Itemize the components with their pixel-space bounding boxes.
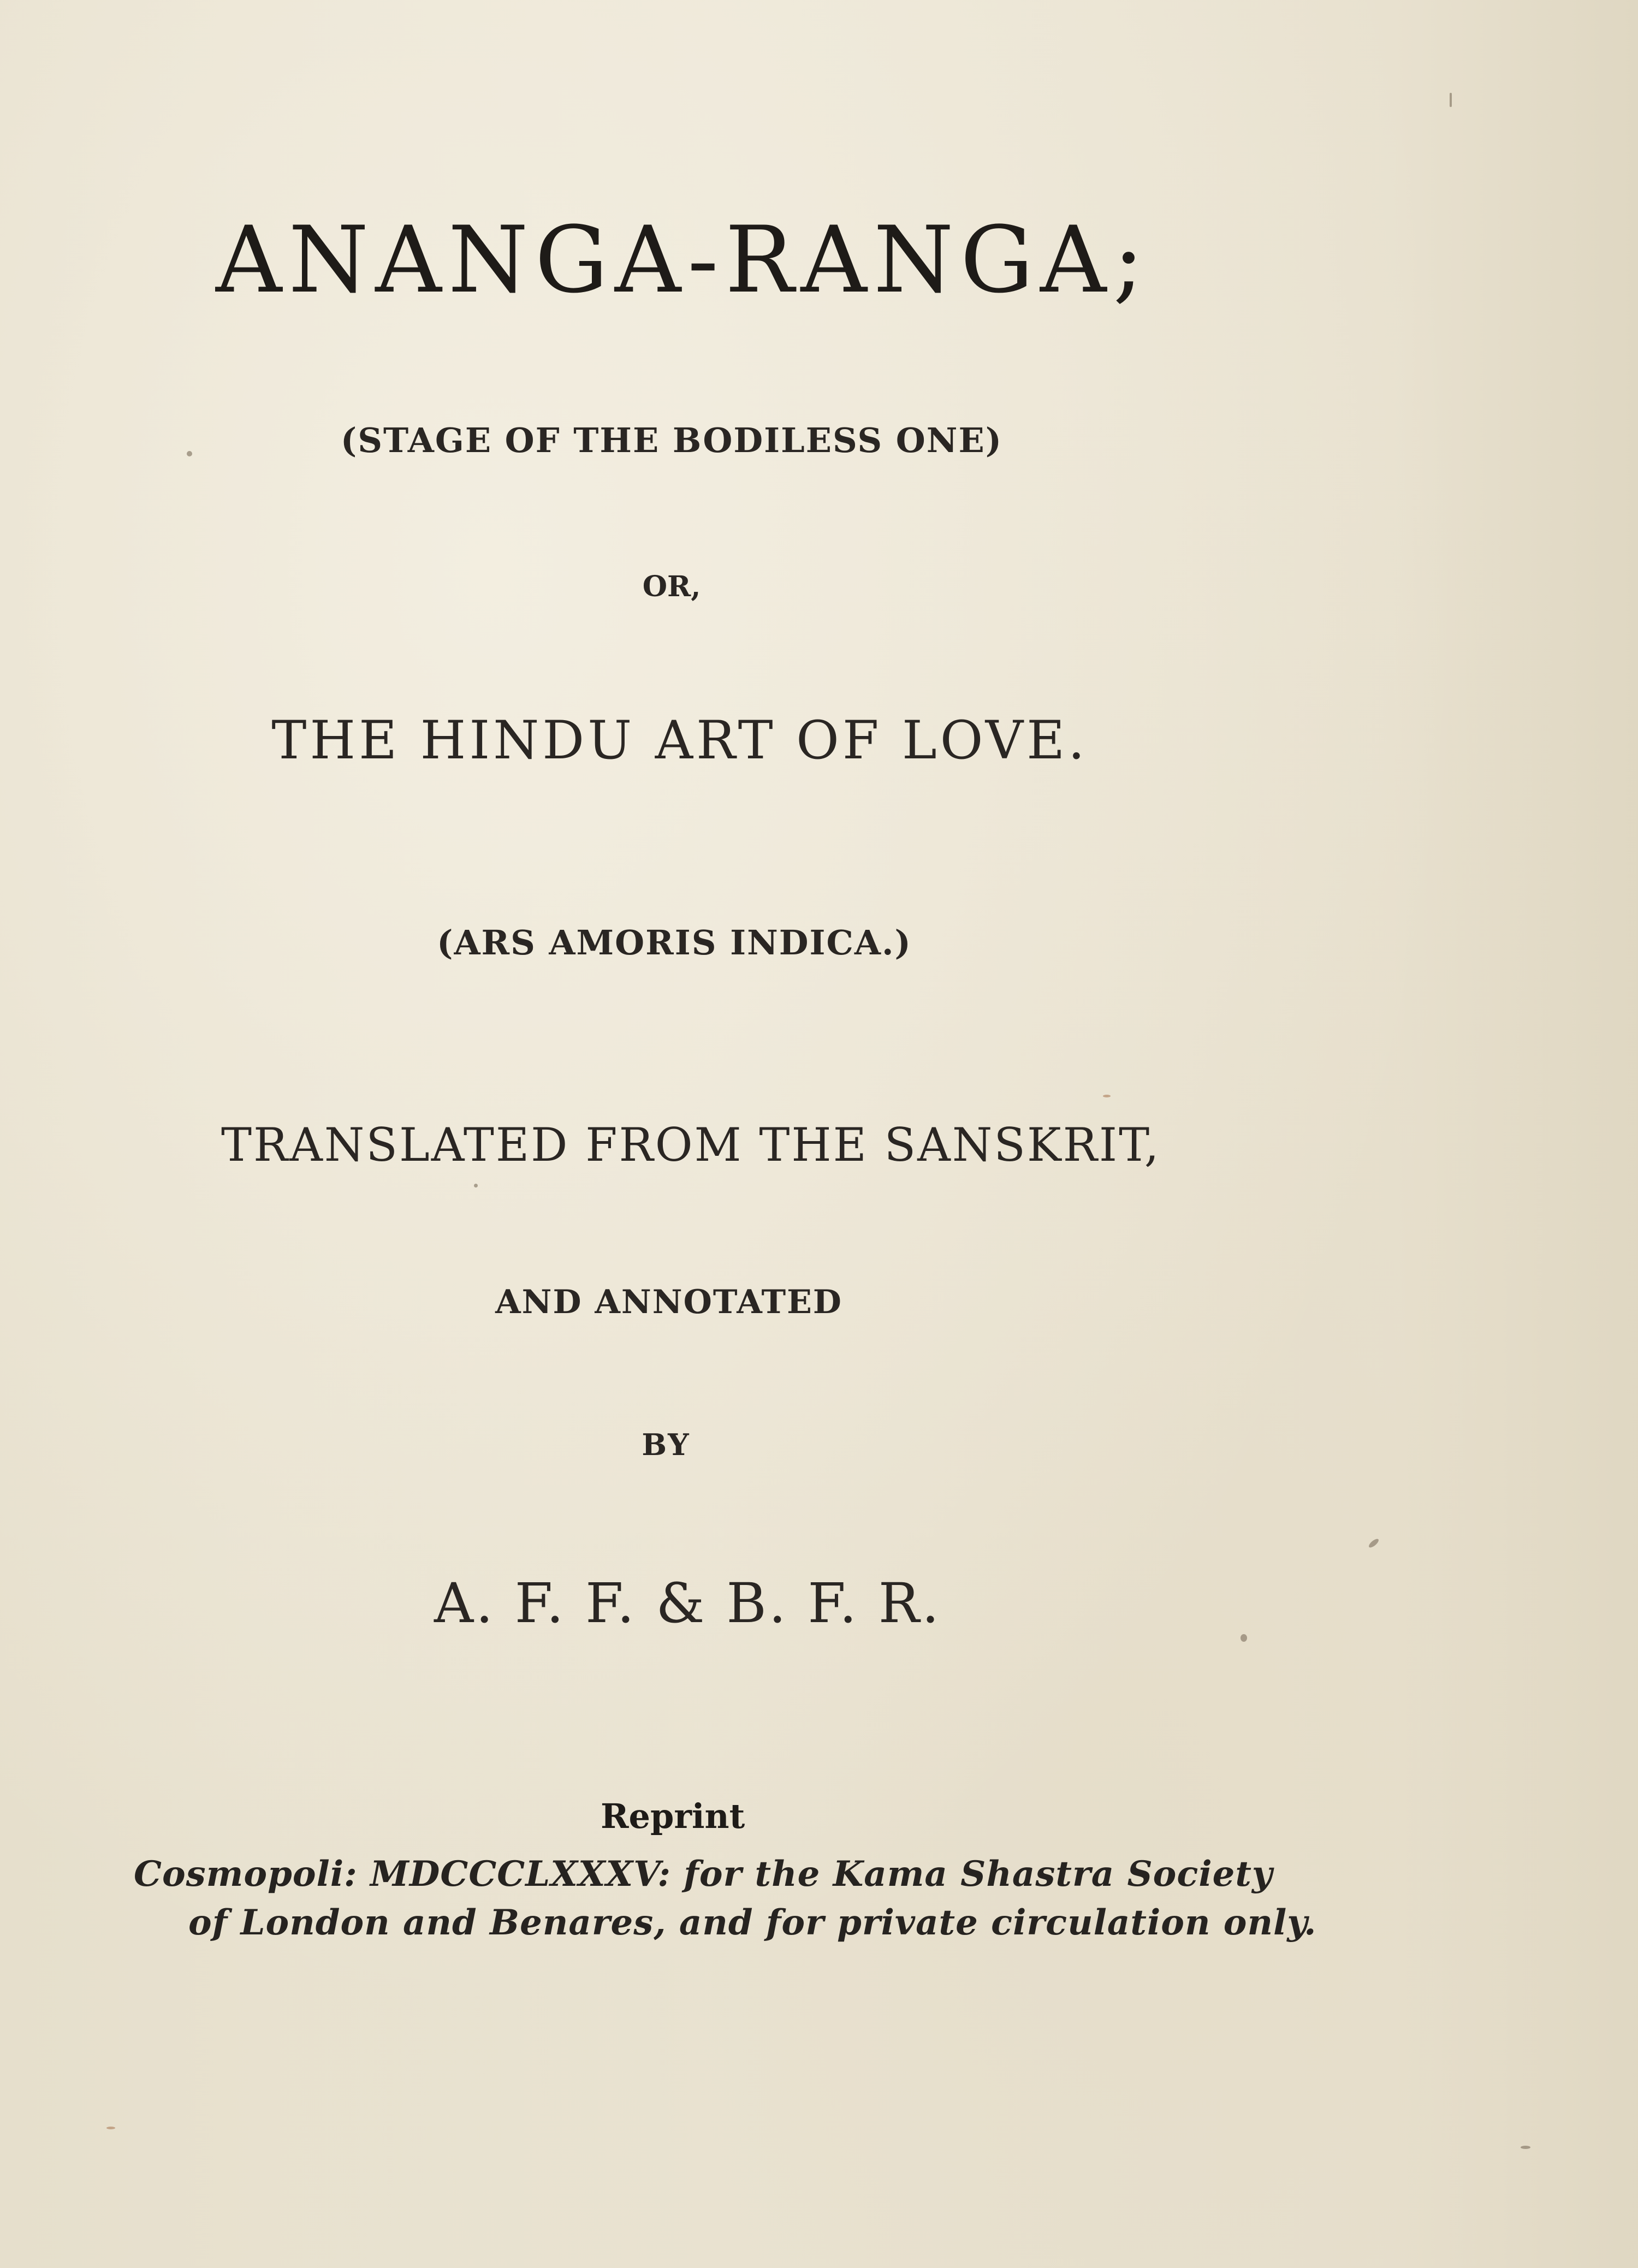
- imprint-line-2: of London and Benares, and for private circulation only.: [188, 1902, 1317, 1943]
- paper-speck: [474, 1184, 478, 1188]
- book-subtitle: (STAGE OF THE BODILESS ONE): [340, 420, 1003, 460]
- book-title: ANANGA-RANGA;: [216, 206, 1150, 313]
- by-line: BY: [642, 1427, 691, 1462]
- translation-credit: TRANSLATED FROM THE SANSKRIT,: [221, 1118, 1161, 1172]
- conjunction-or: OR,: [642, 570, 701, 603]
- alternate-title: THE HINDU ART OF LOVE.: [271, 710, 1088, 771]
- paper-speck: [1103, 1095, 1111, 1097]
- imprint-line-1: Cosmopoli: MDCCCLXXXV: for the Kama Shastra Society: [134, 1854, 1273, 1895]
- author-initials: A. F. F. & B. F. R.: [434, 1571, 941, 1635]
- reprint-label: Reprint: [601, 1796, 745, 1836]
- paper-speck: [106, 2127, 115, 2129]
- paper-speck: [1368, 1537, 1380, 1549]
- annotation-credit: AND ANNOTATED: [495, 1283, 842, 1321]
- paper-speck: [1521, 2146, 1530, 2149]
- paper-speck: [1450, 93, 1452, 107]
- latin-title: (ARS AMORIS INDICA.): [437, 923, 912, 963]
- paper-speck: [1241, 1634, 1247, 1642]
- paper-speck: [187, 451, 192, 456]
